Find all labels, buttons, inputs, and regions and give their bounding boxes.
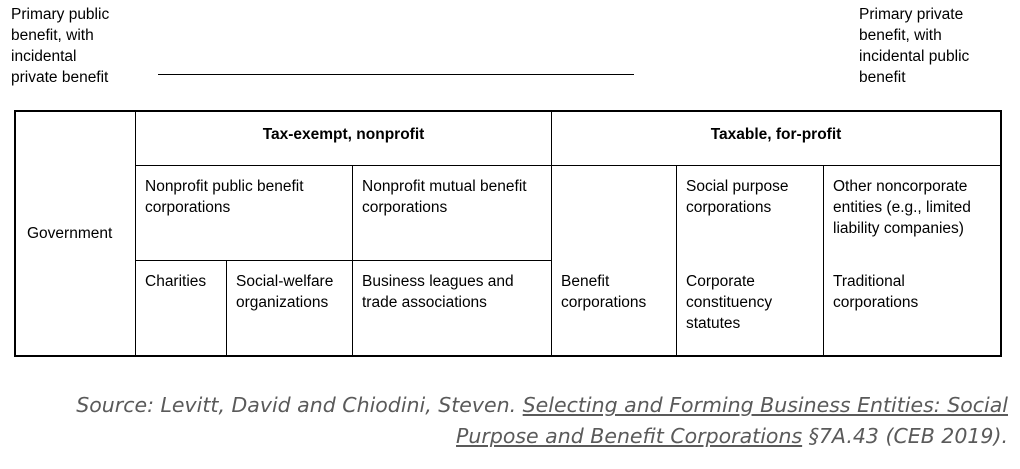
source-prefix: Source: Levitt, David and Chiodini, Steven.	[76, 393, 523, 417]
other-noncorporate-cell: Other noncorporate entities (e.g., limited liability companies)	[833, 178, 971, 237]
source-title: Selecting and Forming Business Entities: Social Purpose and Benefit Corporations	[456, 393, 1008, 448]
social-welfare-cell: Social-welfare organizations	[236, 273, 334, 311]
source-citation	[48, 390, 1008, 452]
charities-cell: Charities	[145, 273, 207, 290]
nonprofit-public-benefit-cell: Nonprofit public benefit corporations	[145, 178, 304, 216]
nonprofit-mutual-benefit-cell: Nonprofit mutual benefit corporations	[362, 178, 527, 216]
entity-classification-table	[14, 110, 1002, 357]
source-suffix: §7A.43 (CEB 2019).	[802, 424, 1008, 448]
traditional-corporations-cell: Traditional corporations	[833, 273, 919, 311]
taxable-for-profit-header: Taxable, for-profit	[710, 125, 842, 143]
business-leagues-cell: Business leagues and trade associations	[362, 273, 514, 311]
benefit-spectrum-line	[158, 74, 634, 75]
tax-exempt-nonprofit-header: Tax-exempt, nonprofit	[262, 125, 425, 143]
government-cell: Government	[27, 225, 113, 242]
private-benefit-end-label: Primary private benefit, with incidental public benefit	[859, 6, 970, 86]
public-benefit-end-label: Primary public benefit, with incidental private benefit	[11, 6, 110, 86]
benefit-corporations-cell: Benefit corporations	[561, 273, 647, 311]
social-purpose-cell: Social purpose corporations	[686, 178, 789, 216]
corporate-constituency-cell: Corporate constituency statutes	[686, 273, 773, 332]
